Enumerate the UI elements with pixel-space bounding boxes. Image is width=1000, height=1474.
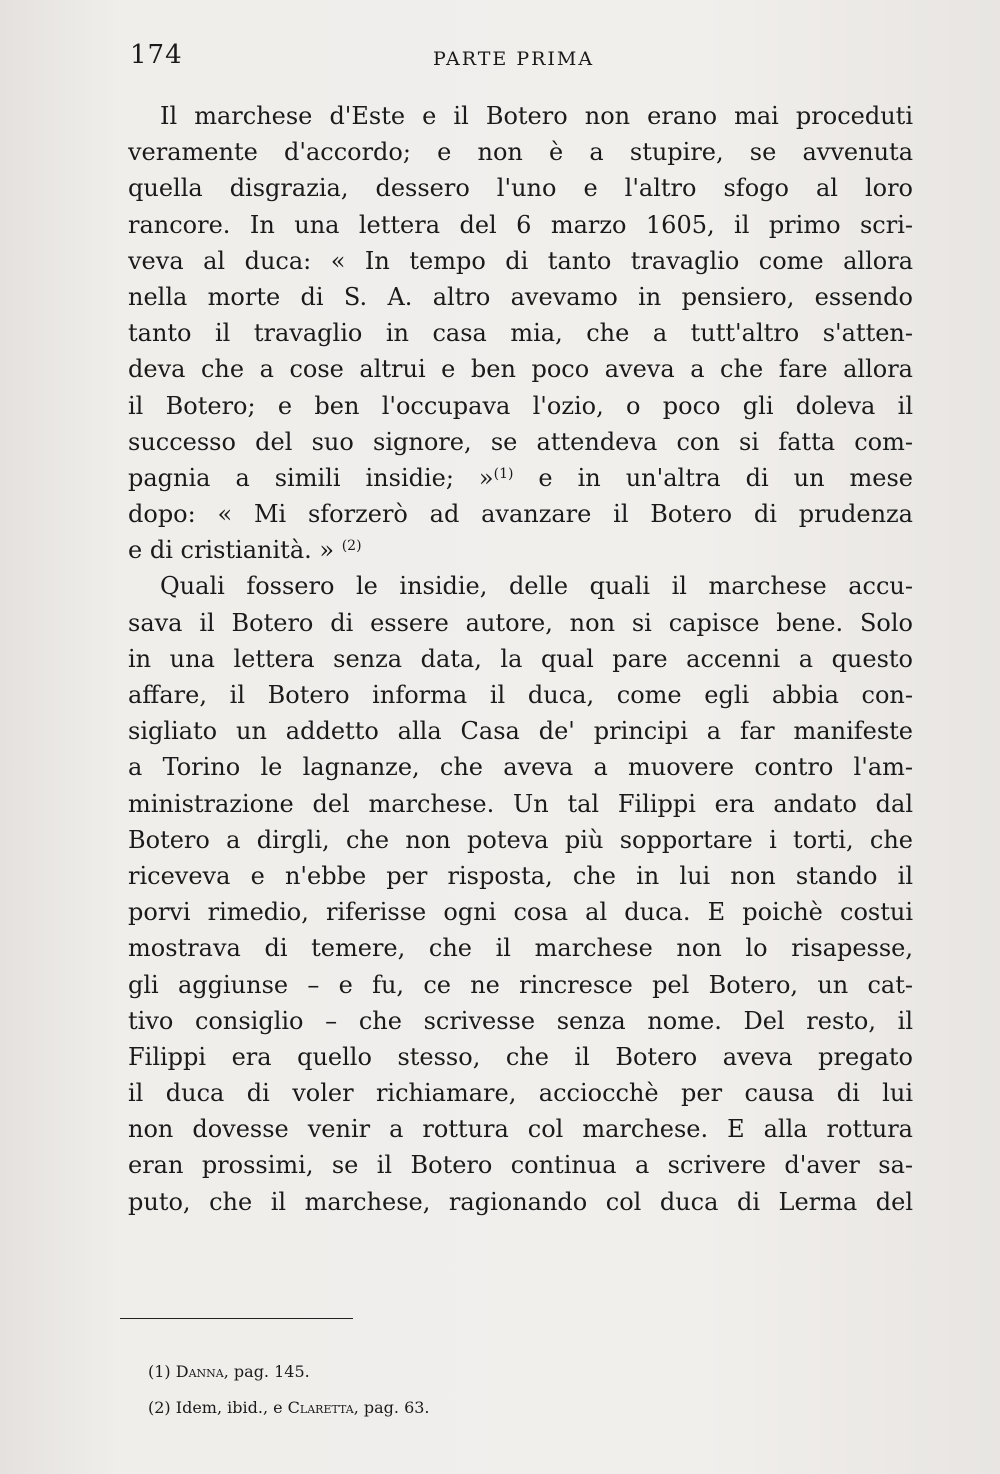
text-line: sigliato un addetto alla Casa de' principi a far manifeste <box>128 717 913 746</box>
text-segment: e di cristianità. » <box>128 536 335 565</box>
footnotes <box>148 1354 748 1426</box>
text-segment: e in un'altra di un mese <box>513 463 913 492</box>
footnote-divider <box>120 1318 353 1319</box>
body-text <box>128 98 913 1220</box>
text-line: Quali fossero le insidie, delle quali il marchese accu- <box>160 572 913 601</box>
page-header <box>128 40 913 76</box>
text-line: Filippi era quello stesso, che il Botero aveva pregato <box>128 1042 913 1071</box>
text-segment: pagnia a simili insidie; » <box>128 463 494 492</box>
footnote-author: Danna <box>175 1362 224 1381</box>
text-line: veramente d'accordo; e non è a stupire, se avvenuta <box>128 138 913 167</box>
text-line <box>128 460 913 496</box>
text-line: Botero a dirgli, che non poteva più sopportare i torti, che <box>128 825 913 854</box>
footnote-text: Idem, ibid., e <box>175 1398 288 1417</box>
text-line: veva al duca: « In tempo di tanto travaglio come allora <box>128 246 913 275</box>
text-line: quella disgrazia, dessero l'uno e l'altro sfogo al loro <box>128 174 913 203</box>
text-line: il duca di voler richiamare, acciocchè per causa di lui <box>128 1079 913 1108</box>
footnote-text: , pag. 145. <box>223 1362 310 1381</box>
footnote-number: (1) <box>148 1362 171 1381</box>
paragraph-2 <box>128 568 913 1219</box>
text-line: puto, che il marchese, ragionando col duca di Lerma del <box>128 1187 913 1216</box>
text-line <box>128 532 913 568</box>
text-line: rancore. In una lettera del 6 marzo 1605, il primo scri- <box>128 210 913 239</box>
footnote-1 <box>148 1354 748 1390</box>
text-line: nella morte di S. A. altro avevamo in pensiero, essendo <box>128 282 913 311</box>
text-line: gli aggiunse – e fu, ce ne rincresce pel Botero, un cat- <box>128 970 913 999</box>
running-title: PARTE PRIMA <box>433 48 595 70</box>
footnote-text: , pag. 63. <box>353 1398 430 1417</box>
text-line: Il marchese d'Este e il Botero non erano mai proceduti <box>160 102 913 130</box>
text-line: sava il Botero di essere autore, non si capisce bene. Solo <box>128 608 913 637</box>
text-line: affare, il Botero informa il duca, come egli abbia con- <box>128 681 913 709</box>
footnote-2 <box>148 1390 748 1426</box>
text-line: riceveva e n'ebbe per risposta, che in lui non stando il <box>128 861 913 890</box>
text-line: successo del suo signore, se attendeva con si fatta com- <box>128 427 913 456</box>
text-line: in una lettera senza data, la qual pare accenni a questo <box>128 644 913 673</box>
text-line: eran prossimi, se il Botero continua a scrivere d'aver sa- <box>128 1151 913 1180</box>
page-number: 174 <box>130 40 183 70</box>
text-line: a Torino le lagnanze, che aveva a muovere contro l'am- <box>128 753 913 782</box>
text-line: deva che a cose altrui e ben poco aveva a che fare allora <box>128 355 913 384</box>
footnote-ref-2: (2) <box>341 538 362 555</box>
footnote-ref-1: (1) <box>493 465 514 482</box>
paragraph-1 <box>128 98 913 568</box>
text-line: dopo: « Mi sforzerò ad avanzare il Botero di prudenza <box>128 500 913 529</box>
text-line: il Botero; e ben l'occupava l'ozio, o poco gli doleva il <box>128 391 913 420</box>
footnote-author: Claretta <box>287 1398 354 1417</box>
text-line: non dovesse venir a rottura col marchese. E alla rottura <box>128 1115 913 1144</box>
text-line: mostrava di temere, che il marchese non lo risapesse, <box>128 934 913 963</box>
text-line: tanto il travaglio in casa mia, che a tutt'altro s'atten- <box>128 319 913 348</box>
text-line: tivo consiglio – che scrivesse senza nome. Del resto, il <box>128 1006 913 1035</box>
text-line: ministrazione del marchese. Un tal Filippi era andato dal <box>128 789 913 818</box>
text-line: porvi rimedio, riferisse ogni cosa al duca. E poichè costui <box>128 898 913 927</box>
footnote-number: (2) <box>148 1398 171 1417</box>
